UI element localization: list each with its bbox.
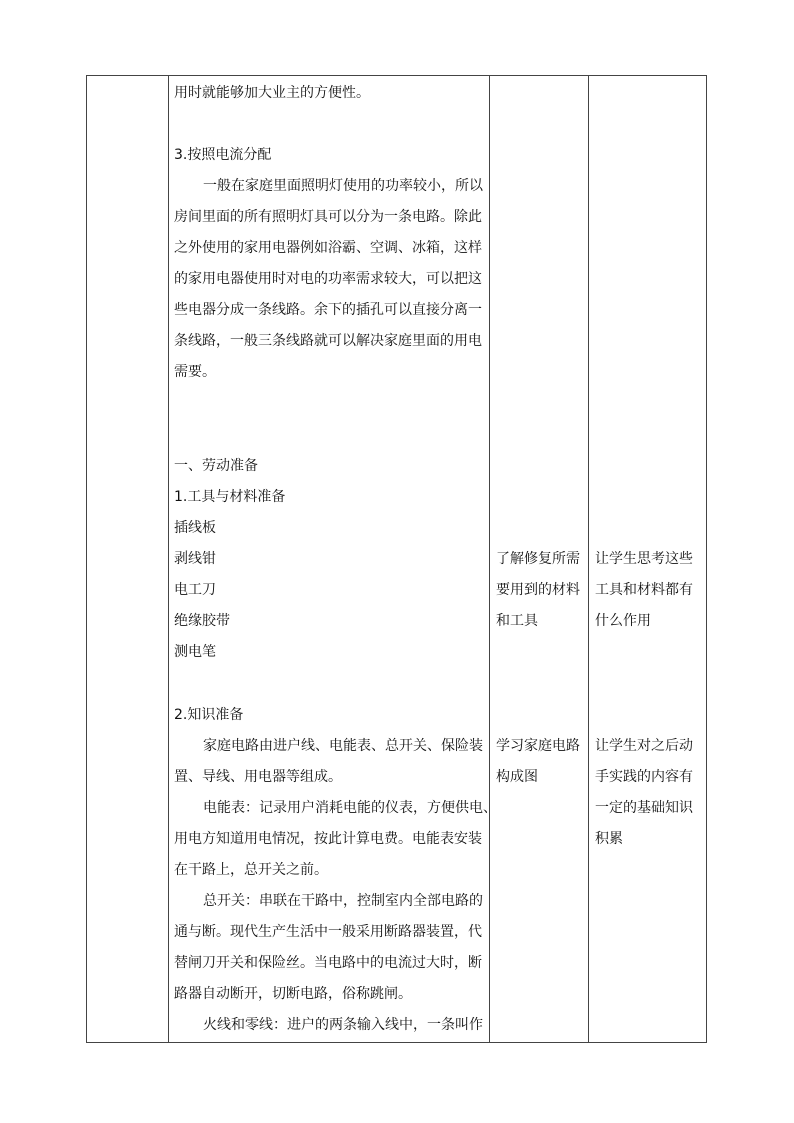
intent-line: 让学生思考这些: [595, 551, 693, 567]
paragraph-line: 房间里面的所有照明灯具可以分为一条电路。除此: [174, 209, 482, 225]
list-item: 插线板: [174, 520, 216, 536]
intent-line: 积累: [595, 831, 623, 847]
subsection-heading: 2.知识准备: [174, 707, 244, 723]
paragraph-line: 电能表：记录用户消耗电能的仪表，方便供电、: [203, 800, 497, 816]
activity-line: 要用到的材料: [496, 582, 580, 598]
intent-line: 什么作用: [595, 613, 651, 629]
paragraph-line: 置、导线、用电器等组成。: [174, 769, 342, 785]
paragraph-line: 之外使用的家用电器例如浴霸、空调、冰箱，这样: [174, 240, 482, 256]
column-divider: [588, 76, 589, 1042]
intent-line: 手实践的内容有: [595, 769, 693, 785]
activity-line: 和工具: [496, 613, 538, 629]
intent-line: 让学生对之后动: [595, 738, 693, 754]
paragraph-line: 条线路，一般三条线路就可以解决家庭里面的用电: [174, 333, 482, 349]
paragraph-line: 通与断。现代生产生活中一般采用断路器装置，代: [174, 924, 482, 940]
intent-line: 一定的基础知识: [595, 800, 693, 816]
paragraph-line: 用电方知道用电情况，按此计算电费。电能表安装: [174, 831, 482, 847]
paragraph-line: 替闸刀开关和保险丝。当电路中的电流过大时，断: [174, 955, 482, 971]
subsection-heading: 1.工具与材料准备: [174, 489, 286, 505]
intent-line: 工具和材料都有: [595, 582, 693, 598]
section-heading: 一、劳动准备: [174, 458, 258, 474]
paragraph-line: 在干路上，总开关之前。: [174, 862, 328, 878]
paragraph-line: 的家用电器使用时对电的功率需求较大，可以把这: [174, 271, 482, 287]
paragraph-line: 路器自动断开，切断电路，俗称跳闸。: [174, 986, 412, 1002]
activity-line: 构成图: [496, 769, 538, 785]
paragraph-line: 家庭电路由进户线、电能表、总开关、保险装: [203, 738, 483, 754]
paragraph-line: 用时就能够加大业主的方便性。: [174, 85, 370, 101]
list-item: 电工刀: [174, 582, 216, 598]
list-item: 测电笔: [174, 644, 216, 660]
activity-line: 学习家庭电路: [496, 738, 580, 754]
column-divider: [489, 76, 490, 1042]
activity-line: 了解修复所需: [496, 551, 580, 567]
paragraph-line: 总开关：串联在干路中，控制室内全部电路的: [203, 893, 483, 909]
list-item: 绝缘胶带: [174, 613, 230, 629]
column-divider: [168, 76, 169, 1042]
paragraph-line: 一般在家庭里面照明灯使用的功率较小，所以: [203, 178, 483, 194]
lesson-table: [86, 75, 707, 1043]
paragraph-line: 火线和零线：进户的两条输入线中，一条叫作: [203, 1017, 483, 1033]
section-heading: 3.按照电流分配: [174, 147, 272, 163]
paragraph-line: 需要。: [174, 364, 216, 380]
paragraph-line: 些电器分成一条线路。余下的插孔可以直接分离一: [174, 302, 482, 318]
list-item: 剥线钳: [174, 551, 216, 567]
